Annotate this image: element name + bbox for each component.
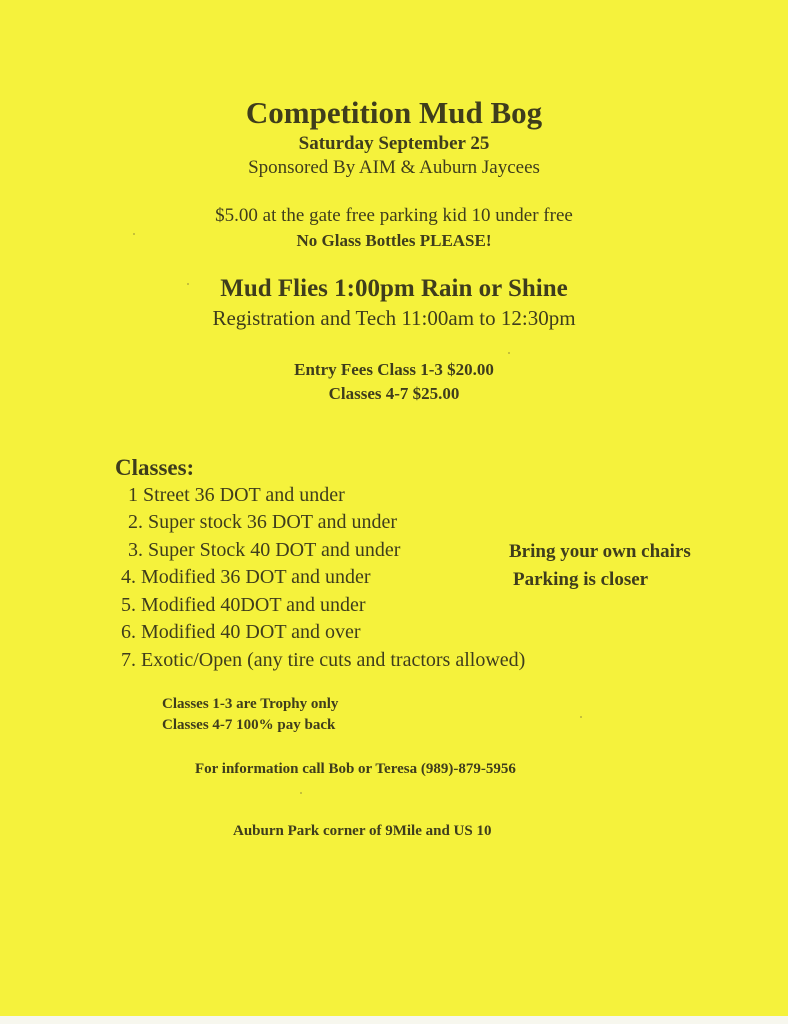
sponsor-line: Sponsored By AIM & Auburn Jaycees [248, 157, 540, 178]
payback-note: Classes 4-7 100% pay back [162, 717, 336, 733]
paper-speck [133, 233, 135, 235]
gate-fee-line: $5.00 at the gate free parking kid 10 under free [215, 205, 573, 226]
no-glass-notice: No Glass Bottles PLEASE! [296, 231, 492, 250]
trophy-note: Classes 1-3 are Trophy only [162, 696, 339, 712]
class-item: 1 Street 36 DOT and under [128, 484, 345, 506]
class-item: 3. Super Stock 40 DOT and under [128, 539, 401, 561]
bring-chairs-note: Bring your own chairs [509, 541, 691, 562]
class-item: 2. Super stock 36 DOT and under [128, 511, 398, 533]
class-item: 7. Exotic/Open (any tire cuts and tractors allowed) [121, 649, 526, 671]
class-item: 6. Modified 40 DOT and over [121, 621, 361, 643]
classes-heading: Classes: [115, 455, 195, 480]
paper-speck [580, 716, 582, 718]
mud-flies-time: Mud Flies 1:00pm Rain or Shine [220, 275, 568, 302]
scan-edge [0, 1016, 788, 1024]
class-item: 5. Modified 40DOT and under [121, 594, 366, 616]
event-location: Auburn Park corner of 9Mile and US 10 [233, 823, 492, 839]
paper-speck [508, 352, 510, 354]
event-date: Saturday September 25 [298, 133, 490, 154]
class-item: 4. Modified 36 DOT and under [121, 566, 371, 588]
entry-fees-line-2: Classes 4-7 $25.00 [328, 384, 460, 403]
paper-speck [300, 792, 302, 794]
entry-fees-line-1: Entry Fees Class 1-3 $20.00 [294, 360, 494, 379]
flyer-title: Competition Mud Bog [245, 95, 543, 130]
paper-speck [187, 283, 189, 285]
parking-closer-note: Parking is closer [513, 569, 649, 590]
registration-time: Registration and Tech 11:00am to 12:30pm [212, 306, 576, 330]
contact-info: For information call Bob or Teresa (989)-879-5956 [195, 761, 516, 777]
